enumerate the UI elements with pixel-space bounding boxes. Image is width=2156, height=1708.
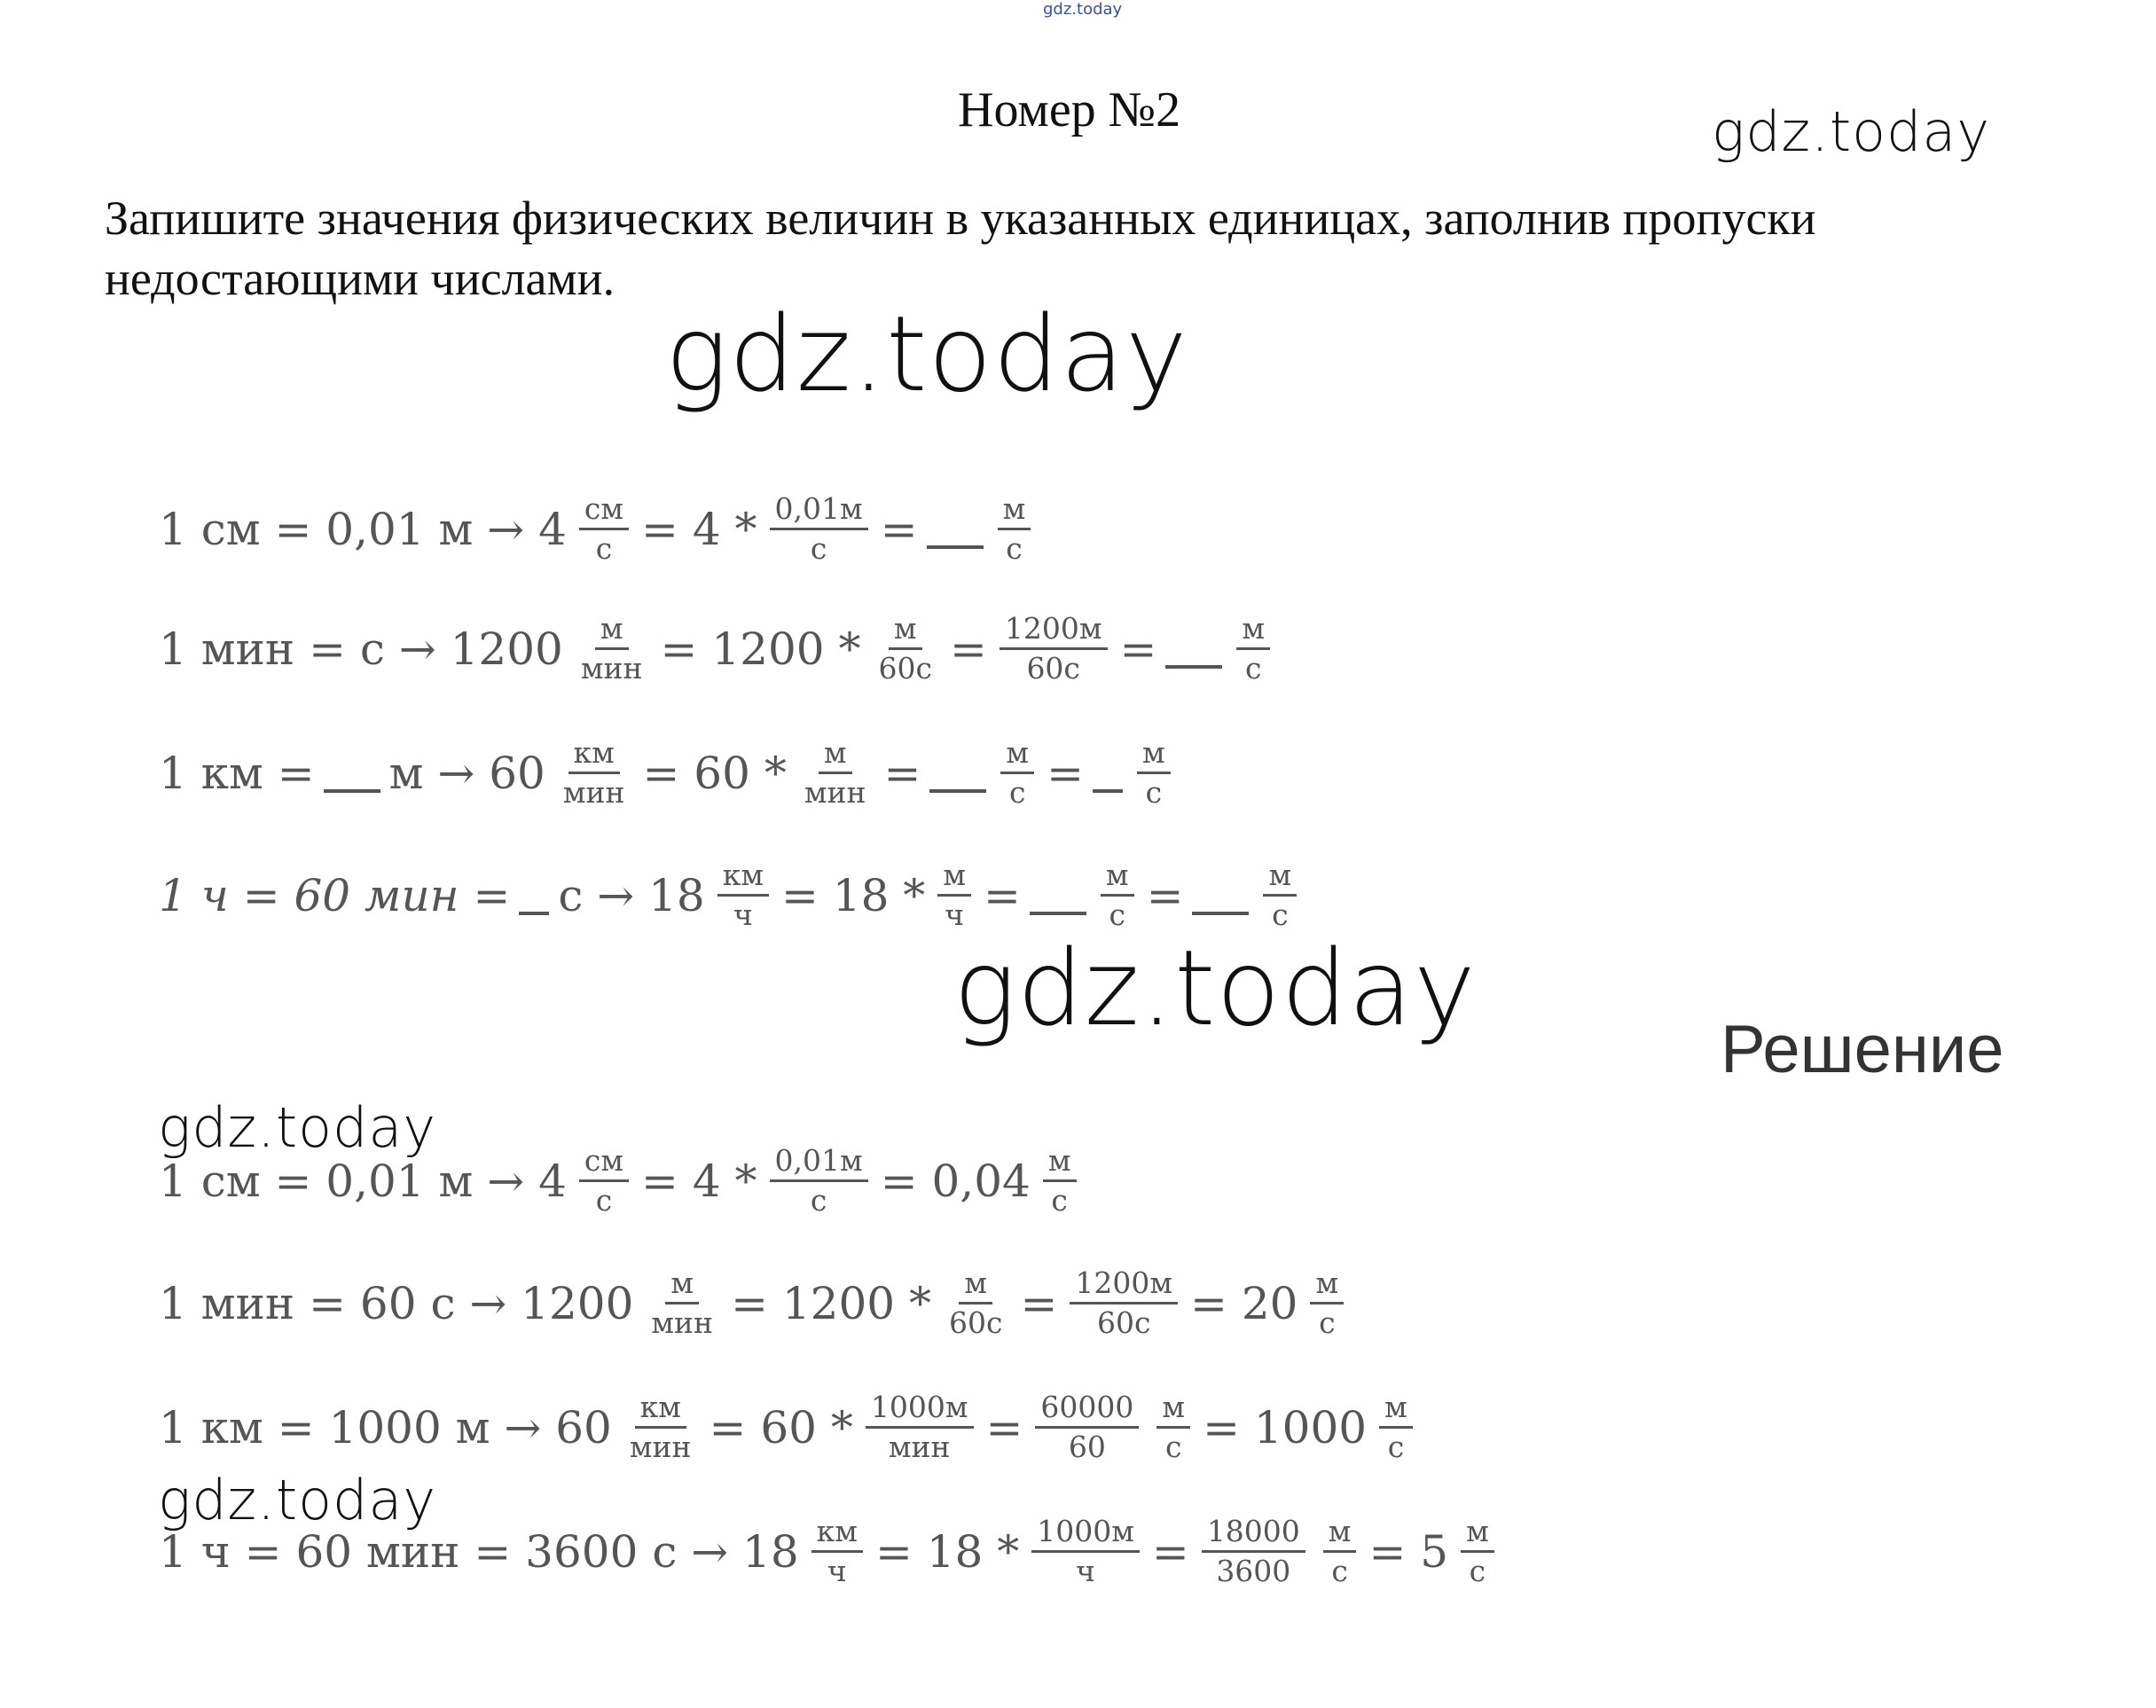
equation-text: = [1047,747,1084,799]
numerator: м [1156,1391,1190,1429]
denominator: с [1165,1430,1182,1464]
equation-text: = [883,747,921,799]
fraction [1202,1515,1305,1588]
fraction [811,1515,863,1588]
numerator: м [959,1266,992,1305]
numerator: м [595,612,629,650]
equation-result: = 5 [1368,1525,1449,1578]
equation-text: = 18 * [874,1525,1020,1578]
numerator: см [579,492,629,530]
solution-heading: Решение [1721,1012,2004,1087]
denominator: с [1145,775,1163,810]
equation-lead: 1 мин = 60 с → 1200 [159,1277,634,1329]
equation-text: = 4 * [641,503,757,555]
fraction [1000,736,1034,810]
solution-equation-1 [155,1144,1086,1218]
numerator: м [998,492,1031,530]
denominator: с [1051,1183,1068,1218]
denominator: мин [629,1430,692,1464]
watermark-5: gdz.today [158,1468,437,1532]
answer-blank [1030,876,1086,915]
fraction [579,1144,629,1218]
task-equation-3 [155,736,1180,810]
numerator: км [717,858,769,897]
fraction [799,736,872,810]
denominator: с [1331,1554,1348,1588]
denominator: с [1319,1305,1336,1340]
fraction [646,1266,718,1340]
solution-equation-4 [155,1515,1503,1588]
numerator: 60000 [1035,1391,1139,1429]
denominator: с [1109,897,1125,932]
equation-text: = [983,869,1021,921]
denominator: с [1272,897,1289,932]
denominator: 60 [1068,1430,1106,1464]
fraction [866,1391,974,1464]
numerator: 1000м [866,1391,974,1429]
equation-text: = 18 * [781,869,926,921]
equation-text: = 1200 * [660,623,861,675]
fraction [579,492,629,566]
denominator: с [595,531,613,566]
equation-lead: 1 мин = с → 1200 [159,623,563,675]
fraction [1310,1266,1344,1340]
numerator: м [1323,1515,1357,1553]
task-equation-1 [155,492,1039,566]
denominator: 60с [1026,651,1080,686]
fraction [1379,1391,1413,1464]
fraction [717,858,769,932]
fraction [770,1144,868,1218]
numerator: м [1461,1515,1494,1553]
equation-lead: 1 км = [159,747,315,799]
watermark-4: gdz.today [158,1095,437,1160]
equation-text: с → 18 [558,869,705,921]
watermark-1: gdz.today [1712,99,1991,164]
task-text: Запишите значения физических величин в указанных единицах, заполнив пропуски недостающими числами. [105,192,1816,305]
numerator: м [937,858,971,897]
fraction [1070,1266,1178,1340]
numerator: км [568,736,620,774]
fraction [1000,612,1108,686]
numerator: 1000м [1031,1515,1140,1553]
numerator: м [819,736,852,774]
numerator: м [1137,736,1171,774]
answer-blank [929,754,986,793]
fraction [1236,612,1270,686]
denominator: ч [733,897,753,932]
fraction [944,1266,1007,1340]
numerator: 0,01м [770,492,868,530]
numerator: км [811,1515,863,1553]
numerator: см [579,1144,629,1182]
denominator: с [595,1183,613,1218]
numerator: м [1101,858,1134,897]
equation-text: м → 60 [388,747,545,799]
fraction [1461,1515,1494,1588]
fraction [770,492,868,566]
equation-text: = [1119,623,1157,675]
denominator: 3600 [1216,1554,1291,1588]
watermark-2: gdz.today [665,293,1188,415]
equation-lead: 1 ч = 60 мин = 3600 с → 18 [159,1525,799,1578]
equation-result: = 0,04 [880,1155,1031,1207]
denominator: мин [651,1305,714,1340]
fraction [1035,1391,1139,1464]
solution-equation-3 [155,1391,1422,1464]
denominator: с [810,531,827,566]
denominator: с [1245,651,1262,686]
numerator: 0,01м [770,1144,868,1182]
top-watermark: gdz.today [1043,0,1123,19]
equation-text: = [1020,1277,1058,1329]
equation-text: = [1151,1525,1189,1578]
numerator: 18000 [1202,1515,1305,1553]
denominator: с [1009,775,1026,810]
answer-blank [519,876,549,915]
fraction [1137,736,1171,810]
denominator: ч [827,1554,847,1588]
equation-lead: 1 ч = 60 мин = [159,869,511,921]
answer-blank [927,510,984,549]
fraction [1156,1391,1190,1464]
fraction [873,612,937,686]
equation-lead: 1 см = 0,01 м → 4 [159,1155,567,1207]
equation-text: = [880,503,918,555]
numerator: м [1379,1391,1413,1429]
fraction [1043,1144,1077,1218]
numerator: м [1263,858,1297,897]
fraction [1263,858,1297,932]
numerator: м [1310,1266,1344,1305]
numerator: м [665,1266,699,1305]
numerator: км [635,1391,686,1429]
numerator: 1200м [1070,1266,1178,1305]
task-equation-4 [155,858,1305,932]
equation-lead: 1 км = 1000 м → 60 [159,1401,612,1453]
numerator: м [1043,1144,1077,1182]
numerator: м [1236,612,1270,650]
denominator: мин [562,775,625,810]
equation-text: = 1200 * [731,1277,931,1329]
answer-blank [324,754,380,793]
fraction [1031,1515,1140,1588]
equation-result: = 1000 [1203,1401,1368,1453]
fraction [998,492,1031,566]
equation-text: = [1146,869,1184,921]
denominator: мин [804,775,866,810]
fraction [624,1391,697,1464]
equation-text: = 60 * [709,1401,853,1453]
denominator: мин [888,1430,951,1464]
equation-lead: 1 см = 0,01 м → 4 [159,503,567,555]
answer-blank [1093,754,1123,793]
watermark-3: gdz.today [953,927,1477,1049]
answer-blank [1165,630,1222,669]
equation-text: = [985,1401,1023,1453]
denominator: 60с [1096,1305,1151,1340]
fraction [558,736,631,810]
task-equation-2 [155,612,1279,686]
fraction [1323,1515,1357,1588]
denominator: с [1469,1554,1486,1588]
equation-text: = [949,623,987,675]
denominator: 60с [949,1305,1003,1340]
denominator: с [1387,1430,1405,1464]
denominator: мин [580,651,643,686]
denominator: ч [1076,1554,1095,1588]
equation-result: = 20 [1190,1277,1298,1329]
denominator: с [810,1183,827,1218]
equation-text: = 4 * [641,1155,757,1207]
numerator: м [889,612,922,650]
equation-text: = 60 * [642,747,787,799]
numerator: 1200м [1000,612,1108,650]
fraction [937,858,971,932]
denominator: 60с [878,651,932,686]
solution-equation-2 [155,1266,1352,1340]
fraction [576,612,648,686]
numerator: м [1000,736,1034,774]
answer-blank [1192,876,1249,915]
denominator: с [1006,531,1023,566]
page-title: Номер №2 [958,82,1181,137]
denominator: ч [945,897,965,932]
fraction [1101,858,1134,932]
